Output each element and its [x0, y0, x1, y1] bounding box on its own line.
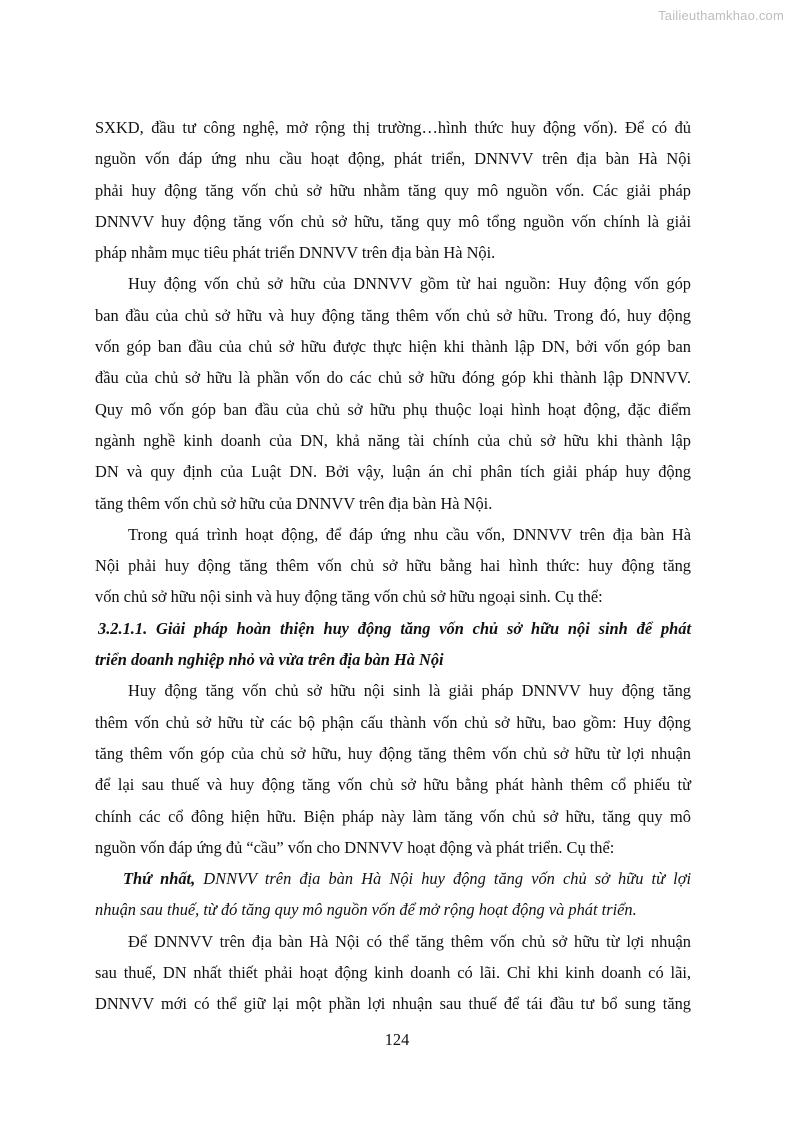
text-line: đầu của chủ sở hữu là phần vốn do các chủ sở hữu đóng góp khi thành lập DNNVV. [95, 368, 691, 388]
text-line [95, 863, 691, 894]
lead-phrase: Thứ nhất, [123, 869, 196, 889]
text-line: vốn chủ sở hữu nội sinh và huy động tăng vốn chủ sở hữu ngoại sinh. Cụ thể: [95, 587, 603, 607]
heading-line: triển doanh nghiệp nhỏ và vừa trên địa bàn Hà Nội [95, 650, 444, 670]
text-line: pháp nhằm mục tiêu phát triển DNNVV trên địa bàn Hà Nội. [95, 243, 496, 263]
text-line: Nội phải huy động tăng thêm vốn chủ sở hữu bằng hai hình thức: huy động tăng [95, 556, 691, 576]
text-line: SXKD, đầu tư công nghệ, mở rộng thị trường…hình thức huy động vốn). Để có đủ [95, 118, 691, 137]
paragraph-6 [95, 926, 691, 1020]
text-line: Huy động tăng vốn chủ sở hữu nội sinh là giải pháp DNNVV huy động tăng [128, 681, 691, 701]
text-line: nguồn vốn đáp ứng đủ “cầu” vốn cho DNNVV hoạt động và phát triển. Cụ thể: [95, 837, 615, 857]
watermark: Tailieuthamkhao.com [658, 8, 784, 23]
text-line: tăng thêm vốn chủ sở hữu của DNNVV trên địa bàn Hà Nội. [95, 493, 493, 513]
text-line: DNNVV mới có thể giữ lại một phần lợi nhuận sau thuế để tái đầu tư bổ sung tăng [95, 994, 691, 1014]
text-line: sau thuế, DN nhất thiết phải hoạt động kinh doanh có lãi. Chỉ khi kinh doanh có lãi, [95, 963, 691, 983]
paragraph-1 [95, 112, 691, 268]
text-line: thêm vốn chủ sở hữu từ các bộ phận cấu thành vốn chủ sở hữu, bao gồm: Huy động [95, 712, 691, 732]
text-line: phải huy động tăng vốn chủ sở hữu nhằm tăng quy mô nguồn vốn. Các giải pháp [95, 180, 691, 200]
text-line: Huy động vốn chủ sở hữu của DNNVV gồm từ hai nguồn: Huy động vốn góp [128, 274, 691, 294]
paragraph-2 [95, 268, 691, 518]
text-line: vốn góp ban đầu của chủ sở hữu được thực hiện khi thành lập DN, bởi vốn góp ban [95, 337, 691, 357]
heading-line: 3.2.1.1. Giải pháp hoàn thiện huy động tăng vốn chủ sở hữu nội sinh để phát [98, 618, 691, 638]
text-line: DNNVV huy động tăng vốn chủ sở hữu, tăng quy mô tổng nguồn vốn chính là giải [95, 211, 691, 231]
text-line: để lại sau thuế và huy động tăng vốn chủ sở hữu bằng phát hành thêm cổ phiếu từ [95, 775, 691, 795]
text-line: ban đầu của chủ sở hữu và huy động tăng thêm vốn chủ sở hữu. Trong đó, huy động [95, 305, 691, 325]
paragraph-4 [95, 675, 691, 863]
section-heading [95, 613, 691, 676]
text-line: Trong quá trình hoạt động, để đáp ứng nhu cầu vốn, DNNVV trên địa bàn Hà [128, 524, 691, 544]
text-line: tăng thêm vốn góp của chủ sở hữu, huy động tăng thêm vốn chủ sở hữu từ lợi nhuận [95, 743, 691, 763]
text-line: ngành nghề kinh doanh của DN, khả năng tài chính của chủ sở hữu khi thành lập [95, 430, 691, 450]
text-line: Quy mô vốn góp ban đầu của chủ sở hữu phụ thuộc loại hình hoạt động, đặc điểm [95, 399, 691, 419]
text-line: chính các cổ đông hiện hữu. Biện pháp này làm tăng vốn chủ sở hữu, tăng quy mô [95, 806, 691, 826]
paragraph-5 [95, 863, 691, 926]
text-line: Để DNNVV trên địa bàn Hà Nội có thể tăng thêm vốn chủ sở hữu từ lợi nhuận [128, 931, 691, 951]
text-line: nhuận sau thuế, từ đó tăng quy mô nguồn vốn để mở rộng hoạt động và phát triển. [95, 900, 637, 920]
text-line: DN và quy định của Luật DN. Bởi vậy, luận án chỉ phân tích giải pháp huy động [95, 462, 691, 482]
text-line: nguồn vốn đáp ứng nhu cầu hoạt động, phát triển, DNNVV trên địa bàn Hà Nội [95, 149, 691, 169]
paragraph-3 [95, 519, 691, 613]
document-body [95, 112, 691, 1020]
page-number: 124 [384, 1030, 410, 1049]
line-rest: DNNVV trên địa bàn Hà Nội huy động tăng vốn chủ sở hữu từ lợi [195, 869, 692, 889]
